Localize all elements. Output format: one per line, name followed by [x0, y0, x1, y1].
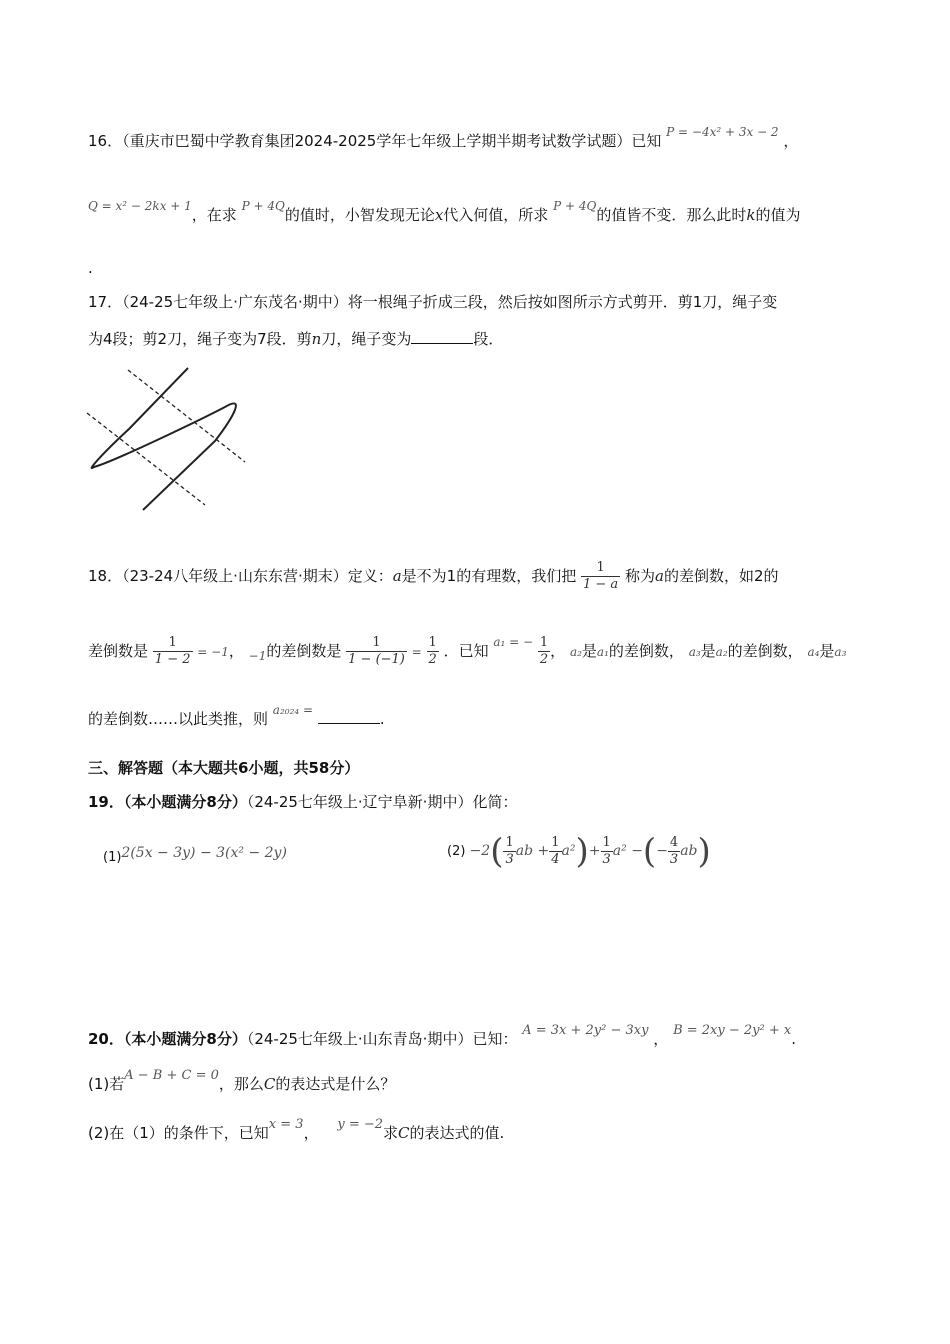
q18-line-1	[88, 560, 778, 593]
q19-frac-4	[668, 835, 680, 868]
q20-part1-end: 的表达式是什么？	[275, 1075, 396, 1093]
q20-a-expr: A = 3x + 2y² − 3xy	[522, 1023, 649, 1038]
rope-figure	[85, 365, 250, 513]
q20-source: （24-25七年级上·山东青岛·期中）已知：	[246, 1030, 518, 1048]
q18-answer-blank[interactable]	[318, 707, 380, 724]
cut-line-1	[128, 370, 245, 462]
q19-source: （24-25七年级上·辽宁阜新·期中）化简：	[246, 793, 518, 811]
q18-a2: a₂	[569, 645, 582, 659]
q18-half-num: 1	[428, 635, 437, 650]
q20-line-1	[88, 1023, 796, 1052]
q18-ex1-result: = −1	[197, 645, 229, 659]
q18-half-den: 2	[428, 652, 437, 667]
section-3-heading: 三、解答题（本大题共6小题，共58分）	[88, 759, 360, 777]
q18-def-num: 1	[581, 560, 620, 577]
q17-text-2a: 为4段；剪2刀，绳子变为7段．剪	[88, 330, 312, 348]
q18-end: .	[379, 710, 385, 728]
q20-part-2	[88, 1117, 505, 1146]
q18-is-1: 是	[581, 642, 597, 660]
q19-f1-den: 3	[505, 852, 514, 867]
q19-f3-den: 3	[602, 852, 611, 867]
q20-score: （本小题满分8分）	[123, 1030, 247, 1048]
q18-equals: =	[411, 645, 422, 659]
q19-e2-ab: ab +	[515, 843, 550, 859]
q19-number: 19．	[88, 793, 124, 811]
q19-right-paren-1: )	[575, 831, 589, 872]
q16-comma: ，	[783, 132, 799, 150]
q19-f2-num: 1	[551, 835, 560, 850]
q20-part2-end: 的表达式的值.	[409, 1124, 505, 1142]
q18-line-3	[88, 703, 385, 731]
q17-text-2b: 刀，绳子变为	[321, 330, 412, 348]
q17-text-1: （24-25七年级上·广东茂名·期中）将一根绳子折成三段，然后按如图所示方式剪开．剪1刀，绳子变	[122, 293, 778, 311]
q18-diff-1: 的差倒数，	[608, 642, 684, 660]
q18-ex2-num: 1	[346, 635, 407, 652]
q20-x-value: x = 3	[268, 1117, 304, 1132]
q19-part-1	[103, 846, 287, 869]
q18-def-fraction	[581, 560, 620, 593]
q20-part2-label: (2)在（1）的条件下，已知	[88, 1124, 269, 1142]
q20-condition: A − B + C = 0	[124, 1068, 219, 1083]
q18-half-fraction	[427, 635, 439, 668]
q18-is-3: 是	[819, 642, 835, 660]
q18-a2-ref: a₂	[715, 645, 728, 659]
q19-f2-den: 4	[551, 852, 560, 867]
q17-line-2	[88, 327, 503, 350]
q16-number: 16．	[88, 132, 123, 150]
q17-line-1	[88, 291, 777, 313]
q18-ex1-num: 1	[153, 635, 193, 652]
q20-end: .	[791, 1030, 796, 1048]
q18-line2-text-2: 的差倒数是	[266, 642, 342, 660]
q19-part2-label: (2)	[447, 844, 466, 859]
q18-ex1-fraction	[153, 635, 193, 668]
q19-frac-2	[549, 835, 561, 868]
q18-text-4: 的差倒数，如2的	[663, 567, 779, 585]
q18-var-a: a	[392, 567, 402, 585]
q19-e2-a2b: a² −	[612, 843, 643, 859]
q19-right-paren-2: )	[697, 831, 711, 872]
q18-line-2	[88, 635, 846, 668]
q16-expr-1: P + 4Q	[241, 199, 285, 213]
q18-ex1-den: 1 − 2	[154, 652, 191, 667]
q16-q-expression: Q = x² − 2kx + 1	[88, 199, 192, 213]
q16-expr-2: P + 4Q	[553, 199, 597, 213]
q17-answer-blank[interactable]	[411, 327, 473, 344]
q19-frac-1	[503, 835, 515, 868]
q18-def-den: 1 − a	[583, 577, 619, 592]
q19-f4-den: 3	[669, 852, 679, 867]
q16-text-2: 的值时，小智发现无论	[284, 206, 435, 224]
q18-is-2: 是	[700, 642, 716, 660]
q18-a3-ref: a₃	[834, 645, 847, 659]
q19-e2-ab2: ab	[680, 843, 698, 859]
q20-number: 20．	[88, 1030, 124, 1048]
q20-y-value: y = −2	[337, 1117, 384, 1132]
q18-line2-text-3: ．已知	[443, 642, 489, 660]
q19-score: （本小题满分8分）	[123, 793, 247, 811]
q20-b-expr: B = 2xy − 2y² + x	[673, 1023, 792, 1038]
q18-line2-text-1: 差倒数是	[88, 642, 149, 660]
q18-comma-1: ，	[228, 642, 244, 660]
q16-text-3: 代入何值，所求	[443, 206, 549, 224]
q18-number: 18．	[88, 567, 123, 585]
q18-a4: a₄	[807, 645, 820, 659]
q18-ex2-den: 1 − (−1)	[348, 652, 405, 667]
q19-part1-label: (1)	[103, 850, 122, 865]
q16-var-x: x	[434, 206, 444, 224]
q19-left-paren-1: (	[490, 831, 504, 872]
rope-path	[92, 368, 236, 510]
q19-e2-neg: −	[656, 843, 668, 859]
q19-expr-1: 2(5x − 3y) − 3(x² − 2y)	[121, 845, 287, 861]
q18-a3: a₃	[688, 645, 701, 659]
q18-a2024: a₂₀₂₄ =	[272, 703, 314, 717]
q20-part1-text: ，那么	[218, 1075, 264, 1093]
q16-source: （重庆市巴蜀中学教育集团2024-2025学年七年级上学期半期考试数学试题）已知	[122, 132, 662, 150]
q18-var-a-2: a	[654, 567, 664, 585]
q19-f4-num: 4	[669, 835, 679, 850]
q17-number: 17．	[88, 293, 123, 311]
q18-a1-fraction	[538, 635, 550, 668]
q18-ex2-fraction	[346, 635, 407, 668]
q18-a1-def: a₁ = −	[493, 635, 534, 649]
q18-a1-den: 2	[539, 652, 549, 667]
q20-var-c: C	[263, 1075, 276, 1093]
q20-part1-label: (1)若	[88, 1075, 125, 1093]
q19-line-1	[88, 791, 517, 813]
q19-left-paren-2: (	[642, 831, 657, 872]
q18-a1-ref: a₁	[596, 645, 609, 659]
q17-text-2c: 段．	[473, 330, 504, 348]
q19-f1-num: 1	[505, 835, 514, 850]
q19-part-2	[447, 826, 711, 877]
q19-f3-num: 1	[602, 835, 611, 850]
q16-text-4: 的值皆不变．那么此时	[596, 206, 747, 224]
q18-comma-2: ，	[550, 642, 566, 660]
q16-text-5: 的值为	[755, 206, 801, 224]
q20-var-c-2: C	[398, 1124, 410, 1142]
q18-text-3: 称为	[624, 567, 655, 585]
q16-line-2	[88, 199, 801, 227]
q20-comma-2: ，	[303, 1124, 319, 1142]
q20-part2-text: 求	[383, 1124, 399, 1142]
q16-text-1: ，在求	[191, 206, 237, 224]
q18-text-2: 是不为1的有理数，我们把	[401, 567, 577, 585]
q20-comma: ，	[653, 1030, 669, 1048]
q18-diff-2: 的差倒数，	[727, 642, 803, 660]
q17-var-n: n	[311, 330, 322, 348]
q18-a1-num: 1	[539, 635, 549, 650]
q16-var-k: k	[746, 206, 756, 224]
q16-end: .	[88, 259, 93, 277]
q18-neg-one: −1	[248, 649, 267, 663]
q20-part-1	[88, 1068, 396, 1097]
q18-line3-text: 的差倒数……以此类推，则	[88, 710, 269, 728]
q18-text-1: （23-24八年级上·山东东营·期末）定义：	[122, 567, 393, 585]
q19-e2-plus: +	[588, 843, 601, 859]
q16-p-expression: P = −4x² + 3x − 2	[666, 125, 779, 139]
q19-e2-a2: a²	[561, 843, 576, 859]
q19-e2-coef: −2	[469, 843, 491, 859]
q19-frac-3	[601, 835, 613, 868]
q16-line-1	[88, 125, 799, 153]
